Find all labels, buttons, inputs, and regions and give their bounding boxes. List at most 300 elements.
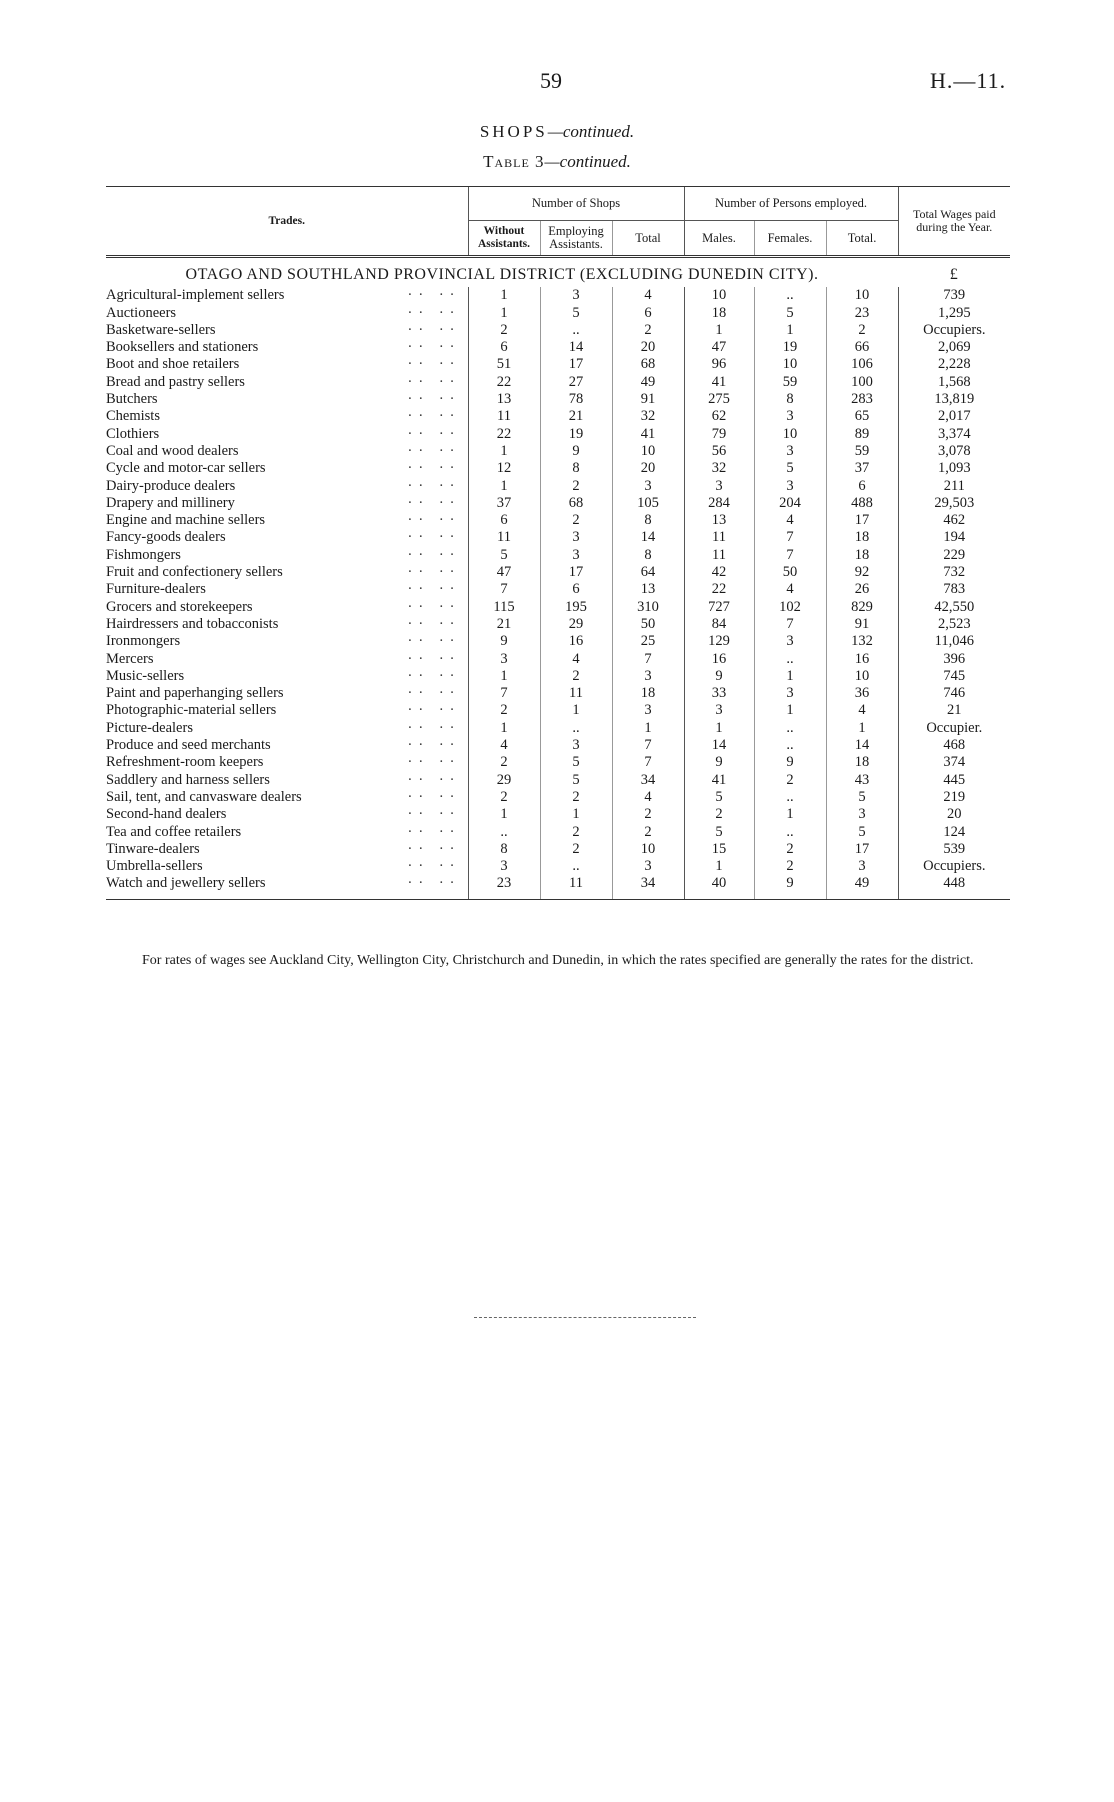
cell-trade xyxy=(106,478,468,495)
cell-persons-total: 106 xyxy=(826,356,898,373)
leader-dots: ·· ·· xyxy=(407,425,461,442)
cell-females: 7 xyxy=(754,529,826,546)
cell-total-wages: Occupiers. xyxy=(898,858,1010,875)
district-heading: OTAGO AND SOUTHLAND PROVINCIAL DISTRICT (EXCLUDING DUNEDIN CITY). xyxy=(106,257,898,288)
table-row xyxy=(106,356,1010,373)
cell-persons-total: 829 xyxy=(826,599,898,616)
cell-employing-assistants: .. xyxy=(540,322,612,339)
trade-name: Engine and machine sellers xyxy=(106,512,266,529)
cell-total-wages: 746 xyxy=(898,685,1010,702)
cell-trade xyxy=(106,512,468,529)
cell-persons-total: 4 xyxy=(826,702,898,719)
cell-employing-assistants: 78 xyxy=(540,391,612,408)
cell-males: 1 xyxy=(684,322,754,339)
table-row xyxy=(106,322,1010,339)
cell-employing-assistants: 27 xyxy=(540,374,612,391)
cell-total-wages: 732 xyxy=(898,564,1010,581)
cell-persons-total: 59 xyxy=(826,443,898,460)
table-row xyxy=(106,616,1010,633)
cell-total-wages: 2,228 xyxy=(898,356,1010,373)
column-header-total-wages: Total Wages paid during the Year. xyxy=(898,187,1010,257)
cell-persons-total: 66 xyxy=(826,339,898,356)
cell-shops-total: 7 xyxy=(612,651,684,668)
leader-dots: ·· ·· xyxy=(407,581,461,598)
cell-persons-total: 132 xyxy=(826,633,898,650)
cell-employing-assistants: 1 xyxy=(540,806,612,823)
cell-males: 275 xyxy=(684,391,754,408)
table-row xyxy=(106,875,1010,899)
table-row xyxy=(106,737,1010,754)
cell-females: 3 xyxy=(754,408,826,425)
cell-without-assistants: 4 xyxy=(468,737,540,754)
cell-males: 42 xyxy=(684,564,754,581)
section-title-text: SHOPS xyxy=(479,122,548,141)
trade-name: Mercers xyxy=(106,650,154,667)
trade-name: Dairy-produce dealers xyxy=(106,477,236,494)
cell-males: 9 xyxy=(684,668,754,685)
cell-males: 56 xyxy=(684,443,754,460)
cell-shops-total: 7 xyxy=(612,754,684,771)
cell-without-assistants: 1 xyxy=(468,305,540,322)
cell-persons-total: 37 xyxy=(826,460,898,477)
leader-dots: ·· ·· xyxy=(407,356,461,373)
cell-shops-total: 10 xyxy=(612,443,684,460)
table-row xyxy=(106,339,1010,356)
cell-employing-assistants: 2 xyxy=(540,841,612,858)
cell-females: 7 xyxy=(754,547,826,564)
trade-name: Hairdressers and tobacconists xyxy=(106,615,279,632)
cell-without-assistants: 13 xyxy=(468,391,540,408)
cell-trade xyxy=(106,581,468,598)
cell-trade xyxy=(106,529,468,546)
cell-total-wages: 445 xyxy=(898,772,1010,789)
cell-trade xyxy=(106,806,468,823)
cell-without-assistants: 6 xyxy=(468,339,540,356)
cell-without-assistants: 2 xyxy=(468,322,540,339)
cell-without-assistants: 1 xyxy=(468,720,540,737)
cell-total-wages: 11,046 xyxy=(898,633,1010,650)
cell-persons-total: 10 xyxy=(826,668,898,685)
cell-persons-total: 3 xyxy=(826,858,898,875)
cell-shops-total: 25 xyxy=(612,633,684,650)
leader-dots: ·· ·· xyxy=(407,806,461,823)
cell-employing-assistants: 16 xyxy=(540,633,612,650)
leader-dots: ·· ·· xyxy=(407,788,461,805)
leader-dots: ·· ·· xyxy=(407,529,461,546)
cell-males: 727 xyxy=(684,599,754,616)
cell-trade xyxy=(106,772,468,789)
cell-shops-total: 3 xyxy=(612,858,684,875)
cell-trade xyxy=(106,356,468,373)
cell-total-wages: 2,523 xyxy=(898,616,1010,633)
table-row xyxy=(106,443,1010,460)
cell-females: .. xyxy=(754,824,826,841)
cell-shops-total: 2 xyxy=(612,322,684,339)
leader-dots: ·· ·· xyxy=(407,494,461,511)
cell-shops-total: 68 xyxy=(612,356,684,373)
cell-total-wages: 2,017 xyxy=(898,408,1010,425)
table-row xyxy=(106,685,1010,702)
cell-total-wages: 219 xyxy=(898,789,1010,806)
cell-shops-total: 49 xyxy=(612,374,684,391)
cell-females: 10 xyxy=(754,356,826,373)
table-row xyxy=(106,789,1010,806)
cell-shops-total: 64 xyxy=(612,564,684,581)
cell-trade xyxy=(106,426,468,443)
cell-males: 22 xyxy=(684,581,754,598)
table-row xyxy=(106,668,1010,685)
cell-without-assistants: 3 xyxy=(468,651,540,668)
leader-dots: ·· ·· xyxy=(407,391,461,408)
cell-employing-assistants: .. xyxy=(540,720,612,737)
cell-without-assistants: 1 xyxy=(468,478,540,495)
cell-trade xyxy=(106,305,468,322)
trade-name: Chemists xyxy=(106,408,160,425)
cell-employing-assistants: .. xyxy=(540,858,612,875)
table-row xyxy=(106,512,1010,529)
cell-employing-assistants: 5 xyxy=(540,305,612,322)
leader-dots: ·· ·· xyxy=(407,667,461,684)
cell-females: 1 xyxy=(754,702,826,719)
table-row xyxy=(106,858,1010,875)
cell-trade xyxy=(106,754,468,771)
cell-males: 18 xyxy=(684,305,754,322)
cell-females: .. xyxy=(754,651,826,668)
cell-males: 5 xyxy=(684,824,754,841)
cell-males: 32 xyxy=(684,460,754,477)
leader-dots: ·· ·· xyxy=(407,460,461,477)
cell-persons-total: 89 xyxy=(826,426,898,443)
cell-without-assistants: 22 xyxy=(468,426,540,443)
cell-total-wages: 739 xyxy=(898,287,1010,304)
cell-employing-assistants: 6 xyxy=(540,581,612,598)
cell-employing-assistants: 3 xyxy=(540,529,612,546)
cell-males: 16 xyxy=(684,651,754,668)
cell-persons-total: 18 xyxy=(826,754,898,771)
leader-dots: ·· ·· xyxy=(407,823,461,840)
cell-males: 40 xyxy=(684,875,754,899)
cell-females: 1 xyxy=(754,322,826,339)
cell-trade xyxy=(106,616,468,633)
table-row xyxy=(106,426,1010,443)
cell-persons-total: 92 xyxy=(826,564,898,581)
column-header-employing-assistants: Employing Assistants. xyxy=(540,221,612,257)
cell-males: 284 xyxy=(684,495,754,512)
cell-females: 4 xyxy=(754,512,826,529)
table-row xyxy=(106,305,1010,322)
trade-name: Grocers and storekeepers xyxy=(106,598,253,615)
table-row xyxy=(106,408,1010,425)
cell-males: 47 xyxy=(684,339,754,356)
cell-total-wages: 3,374 xyxy=(898,426,1010,443)
cell-without-assistants: 7 xyxy=(468,685,540,702)
cell-employing-assistants: 14 xyxy=(540,339,612,356)
cell-trade xyxy=(106,858,468,875)
table-row xyxy=(106,754,1010,771)
cell-males: 41 xyxy=(684,772,754,789)
trade-name: Umbrella-sellers xyxy=(106,858,203,875)
cell-employing-assistants: 9 xyxy=(540,443,612,460)
table-row xyxy=(106,651,1010,668)
cell-males: 1 xyxy=(684,720,754,737)
leader-dots: ·· ·· xyxy=(407,339,461,356)
cell-persons-total: 16 xyxy=(826,651,898,668)
trade-name: Furniture-dealers xyxy=(106,581,206,598)
shops-table-container xyxy=(106,186,1010,900)
cell-without-assistants: 2 xyxy=(468,702,540,719)
cell-without-assistants: 21 xyxy=(468,616,540,633)
cell-shops-total: 8 xyxy=(612,547,684,564)
cell-trade xyxy=(106,824,468,841)
cell-females: 3 xyxy=(754,478,826,495)
cell-males: 13 xyxy=(684,512,754,529)
trade-name: Cycle and motor-car sellers xyxy=(106,460,266,477)
cell-trade xyxy=(106,702,468,719)
cell-shops-total: 50 xyxy=(612,616,684,633)
cell-total-wages: 124 xyxy=(898,824,1010,841)
cell-total-wages: 1,295 xyxy=(898,305,1010,322)
cell-total-wages: 468 xyxy=(898,737,1010,754)
cell-employing-assistants: 3 xyxy=(540,287,612,304)
cell-shops-total: 1 xyxy=(612,720,684,737)
cell-persons-total: 1 xyxy=(826,720,898,737)
trade-name: Sail, tent, and canvasware dealers xyxy=(106,788,302,805)
cell-trade xyxy=(106,391,468,408)
leader-dots: ·· ·· xyxy=(407,737,461,754)
trade-name: Boot and shoe retailers xyxy=(106,356,240,373)
cell-shops-total: 18 xyxy=(612,685,684,702)
trade-name: Butchers xyxy=(106,391,158,408)
cell-without-assistants: 1 xyxy=(468,668,540,685)
table-row xyxy=(106,478,1010,495)
cell-males: 1 xyxy=(684,858,754,875)
cell-without-assistants: 2 xyxy=(468,754,540,771)
column-header-shops-total: Total xyxy=(612,221,684,257)
cell-persons-total: 2 xyxy=(826,322,898,339)
cell-males: 14 xyxy=(684,737,754,754)
cell-without-assistants: 51 xyxy=(468,356,540,373)
cell-employing-assistants: 1 xyxy=(540,702,612,719)
trade-name: Auctioneers xyxy=(106,304,177,321)
cell-trade xyxy=(106,668,468,685)
cell-total-wages: 211 xyxy=(898,478,1010,495)
cell-without-assistants: 1 xyxy=(468,806,540,823)
trade-name: Music-sellers xyxy=(106,667,185,684)
cell-total-wages: 21 xyxy=(898,702,1010,719)
cell-total-wages: 374 xyxy=(898,754,1010,771)
cell-females: .. xyxy=(754,737,826,754)
cell-total-wages: Occupiers. xyxy=(898,322,1010,339)
leader-dots: ·· ·· xyxy=(407,598,461,615)
cell-males: 11 xyxy=(684,529,754,546)
cell-females: 5 xyxy=(754,305,826,322)
table-title-suffix: —continued. xyxy=(544,152,631,171)
cell-shops-total: 10 xyxy=(612,841,684,858)
cell-persons-total: 5 xyxy=(826,824,898,841)
cell-shops-total: 4 xyxy=(612,287,684,304)
table-row xyxy=(106,806,1010,823)
cell-without-assistants: 6 xyxy=(468,512,540,529)
cell-trade xyxy=(106,875,468,899)
cell-trade xyxy=(106,374,468,391)
trade-name: Saddlery and harness sellers xyxy=(106,771,270,788)
cell-total-wages: Occupier. xyxy=(898,720,1010,737)
cell-shops-total: 2 xyxy=(612,824,684,841)
trade-name: Tea and coffee retailers xyxy=(106,823,242,840)
table-row xyxy=(106,702,1010,719)
cell-total-wages: 745 xyxy=(898,668,1010,685)
cell-without-assistants: 3 xyxy=(468,858,540,875)
cell-persons-total: 26 xyxy=(826,581,898,598)
cell-trade xyxy=(106,737,468,754)
table-row xyxy=(106,772,1010,789)
cell-shops-total: 41 xyxy=(612,426,684,443)
cell-persons-total: 18 xyxy=(826,529,898,546)
cell-employing-assistants: 2 xyxy=(540,512,612,529)
leader-dots: ·· ·· xyxy=(407,373,461,390)
cell-employing-assistants: 195 xyxy=(540,599,612,616)
cell-employing-assistants: 8 xyxy=(540,460,612,477)
leader-dots: ·· ·· xyxy=(407,408,461,425)
cell-females: 9 xyxy=(754,754,826,771)
cell-persons-total: 6 xyxy=(826,478,898,495)
cell-without-assistants: 2 xyxy=(468,789,540,806)
trade-name: Agricultural-implement sellers xyxy=(106,287,285,304)
trade-name: Tinware-dealers xyxy=(106,840,200,857)
leader-dots: ·· ·· xyxy=(407,858,461,875)
cell-employing-assistants: 4 xyxy=(540,651,612,668)
trade-name: Picture-dealers xyxy=(106,719,193,736)
cell-females: 3 xyxy=(754,685,826,702)
cell-without-assistants: 9 xyxy=(468,633,540,650)
cell-females: 7 xyxy=(754,616,826,633)
cell-without-assistants: 7 xyxy=(468,581,540,598)
cell-employing-assistants: 2 xyxy=(540,668,612,685)
cell-trade xyxy=(106,547,468,564)
cell-trade xyxy=(106,287,468,304)
cell-males: 15 xyxy=(684,841,754,858)
cell-trade xyxy=(106,599,468,616)
trade-name: Produce and seed merchants xyxy=(106,737,271,754)
cell-employing-assistants: 2 xyxy=(540,478,612,495)
cell-females: .. xyxy=(754,720,826,737)
footnote: For rates of wages see Auckland City, Wellington City, Christchurch and Dunedin, in which the rates specified are generally the rates for the district. xyxy=(142,953,974,968)
cell-without-assistants: 23 xyxy=(468,875,540,899)
cell-persons-total: 283 xyxy=(826,391,898,408)
table-row xyxy=(106,824,1010,841)
cell-trade xyxy=(106,443,468,460)
cell-persons-total: 49 xyxy=(826,875,898,899)
cell-shops-total: 6 xyxy=(612,305,684,322)
cell-persons-total: 100 xyxy=(826,374,898,391)
cell-without-assistants: 1 xyxy=(468,443,540,460)
cell-total-wages: 13,819 xyxy=(898,391,1010,408)
column-header-trades: Trades. xyxy=(106,187,468,257)
leader-dots: ·· ·· xyxy=(407,304,461,321)
cell-employing-assistants: 5 xyxy=(540,772,612,789)
column-header-males: Males. xyxy=(684,221,754,257)
cell-females: 2 xyxy=(754,858,826,875)
cell-females: 3 xyxy=(754,443,826,460)
cell-males: 79 xyxy=(684,426,754,443)
table-title xyxy=(0,152,1114,172)
cell-shops-total: 91 xyxy=(612,391,684,408)
trade-name: Fishmongers xyxy=(106,546,181,563)
document-reference: H.—11. xyxy=(930,68,1007,93)
cell-employing-assistants: 11 xyxy=(540,875,612,899)
cell-shops-total: 34 xyxy=(612,772,684,789)
cell-employing-assistants: 19 xyxy=(540,426,612,443)
table-row xyxy=(106,720,1010,737)
leader-dots: ·· ·· xyxy=(407,512,461,529)
cell-persons-total: 36 xyxy=(826,685,898,702)
cell-shops-total: 32 xyxy=(612,408,684,425)
cell-shops-total: 4 xyxy=(612,789,684,806)
cell-females: 50 xyxy=(754,564,826,581)
table-row xyxy=(106,287,1010,304)
cell-males: 5 xyxy=(684,789,754,806)
cell-employing-assistants: 68 xyxy=(540,495,612,512)
cell-without-assistants: 22 xyxy=(468,374,540,391)
section-title xyxy=(0,122,1114,142)
cell-shops-total: 8 xyxy=(612,512,684,529)
cell-total-wages: 1,093 xyxy=(898,460,1010,477)
cell-shops-total: 20 xyxy=(612,339,684,356)
cell-females: 1 xyxy=(754,668,826,685)
trade-name: Fruit and confectionery sellers xyxy=(106,564,283,581)
cell-total-wages: 20 xyxy=(898,806,1010,823)
leader-dots: ·· ·· xyxy=(407,754,461,771)
leader-dots: ·· ·· xyxy=(407,321,461,338)
leader-dots: ·· ·· xyxy=(407,546,461,563)
cell-without-assistants: 5 xyxy=(468,547,540,564)
cell-males: 2 xyxy=(684,806,754,823)
cell-total-wages: 194 xyxy=(898,529,1010,546)
cell-shops-total: 3 xyxy=(612,478,684,495)
cell-trade xyxy=(106,322,468,339)
currency-symbol: £ xyxy=(898,257,1010,288)
cell-females: 2 xyxy=(754,772,826,789)
bottom-rule xyxy=(474,1317,696,1318)
cell-females: .. xyxy=(754,789,826,806)
cell-males: 62 xyxy=(684,408,754,425)
cell-trade xyxy=(106,495,468,512)
cell-total-wages: 29,503 xyxy=(898,495,1010,512)
cell-males: 84 xyxy=(684,616,754,633)
trade-name: Ironmongers xyxy=(106,633,181,650)
cell-persons-total: 23 xyxy=(826,305,898,322)
cell-shops-total: 34 xyxy=(612,875,684,899)
cell-without-assistants: .. xyxy=(468,824,540,841)
cell-shops-total: 310 xyxy=(612,599,684,616)
cell-females: 4 xyxy=(754,581,826,598)
leader-dots: ·· ·· xyxy=(407,633,461,650)
table-header xyxy=(106,187,1010,257)
cell-total-wages: 448 xyxy=(898,875,1010,899)
cell-females: 59 xyxy=(754,374,826,391)
table-row xyxy=(106,374,1010,391)
cell-without-assistants: 11 xyxy=(468,529,540,546)
cell-persons-total: 43 xyxy=(826,772,898,789)
leader-dots: ·· ·· xyxy=(407,477,461,494)
cell-persons-total: 488 xyxy=(826,495,898,512)
cell-without-assistants: 47 xyxy=(468,564,540,581)
cell-trade xyxy=(106,564,468,581)
cell-females: 2 xyxy=(754,841,826,858)
cell-males: 3 xyxy=(684,702,754,719)
table-row xyxy=(106,841,1010,858)
cell-employing-assistants: 29 xyxy=(540,616,612,633)
